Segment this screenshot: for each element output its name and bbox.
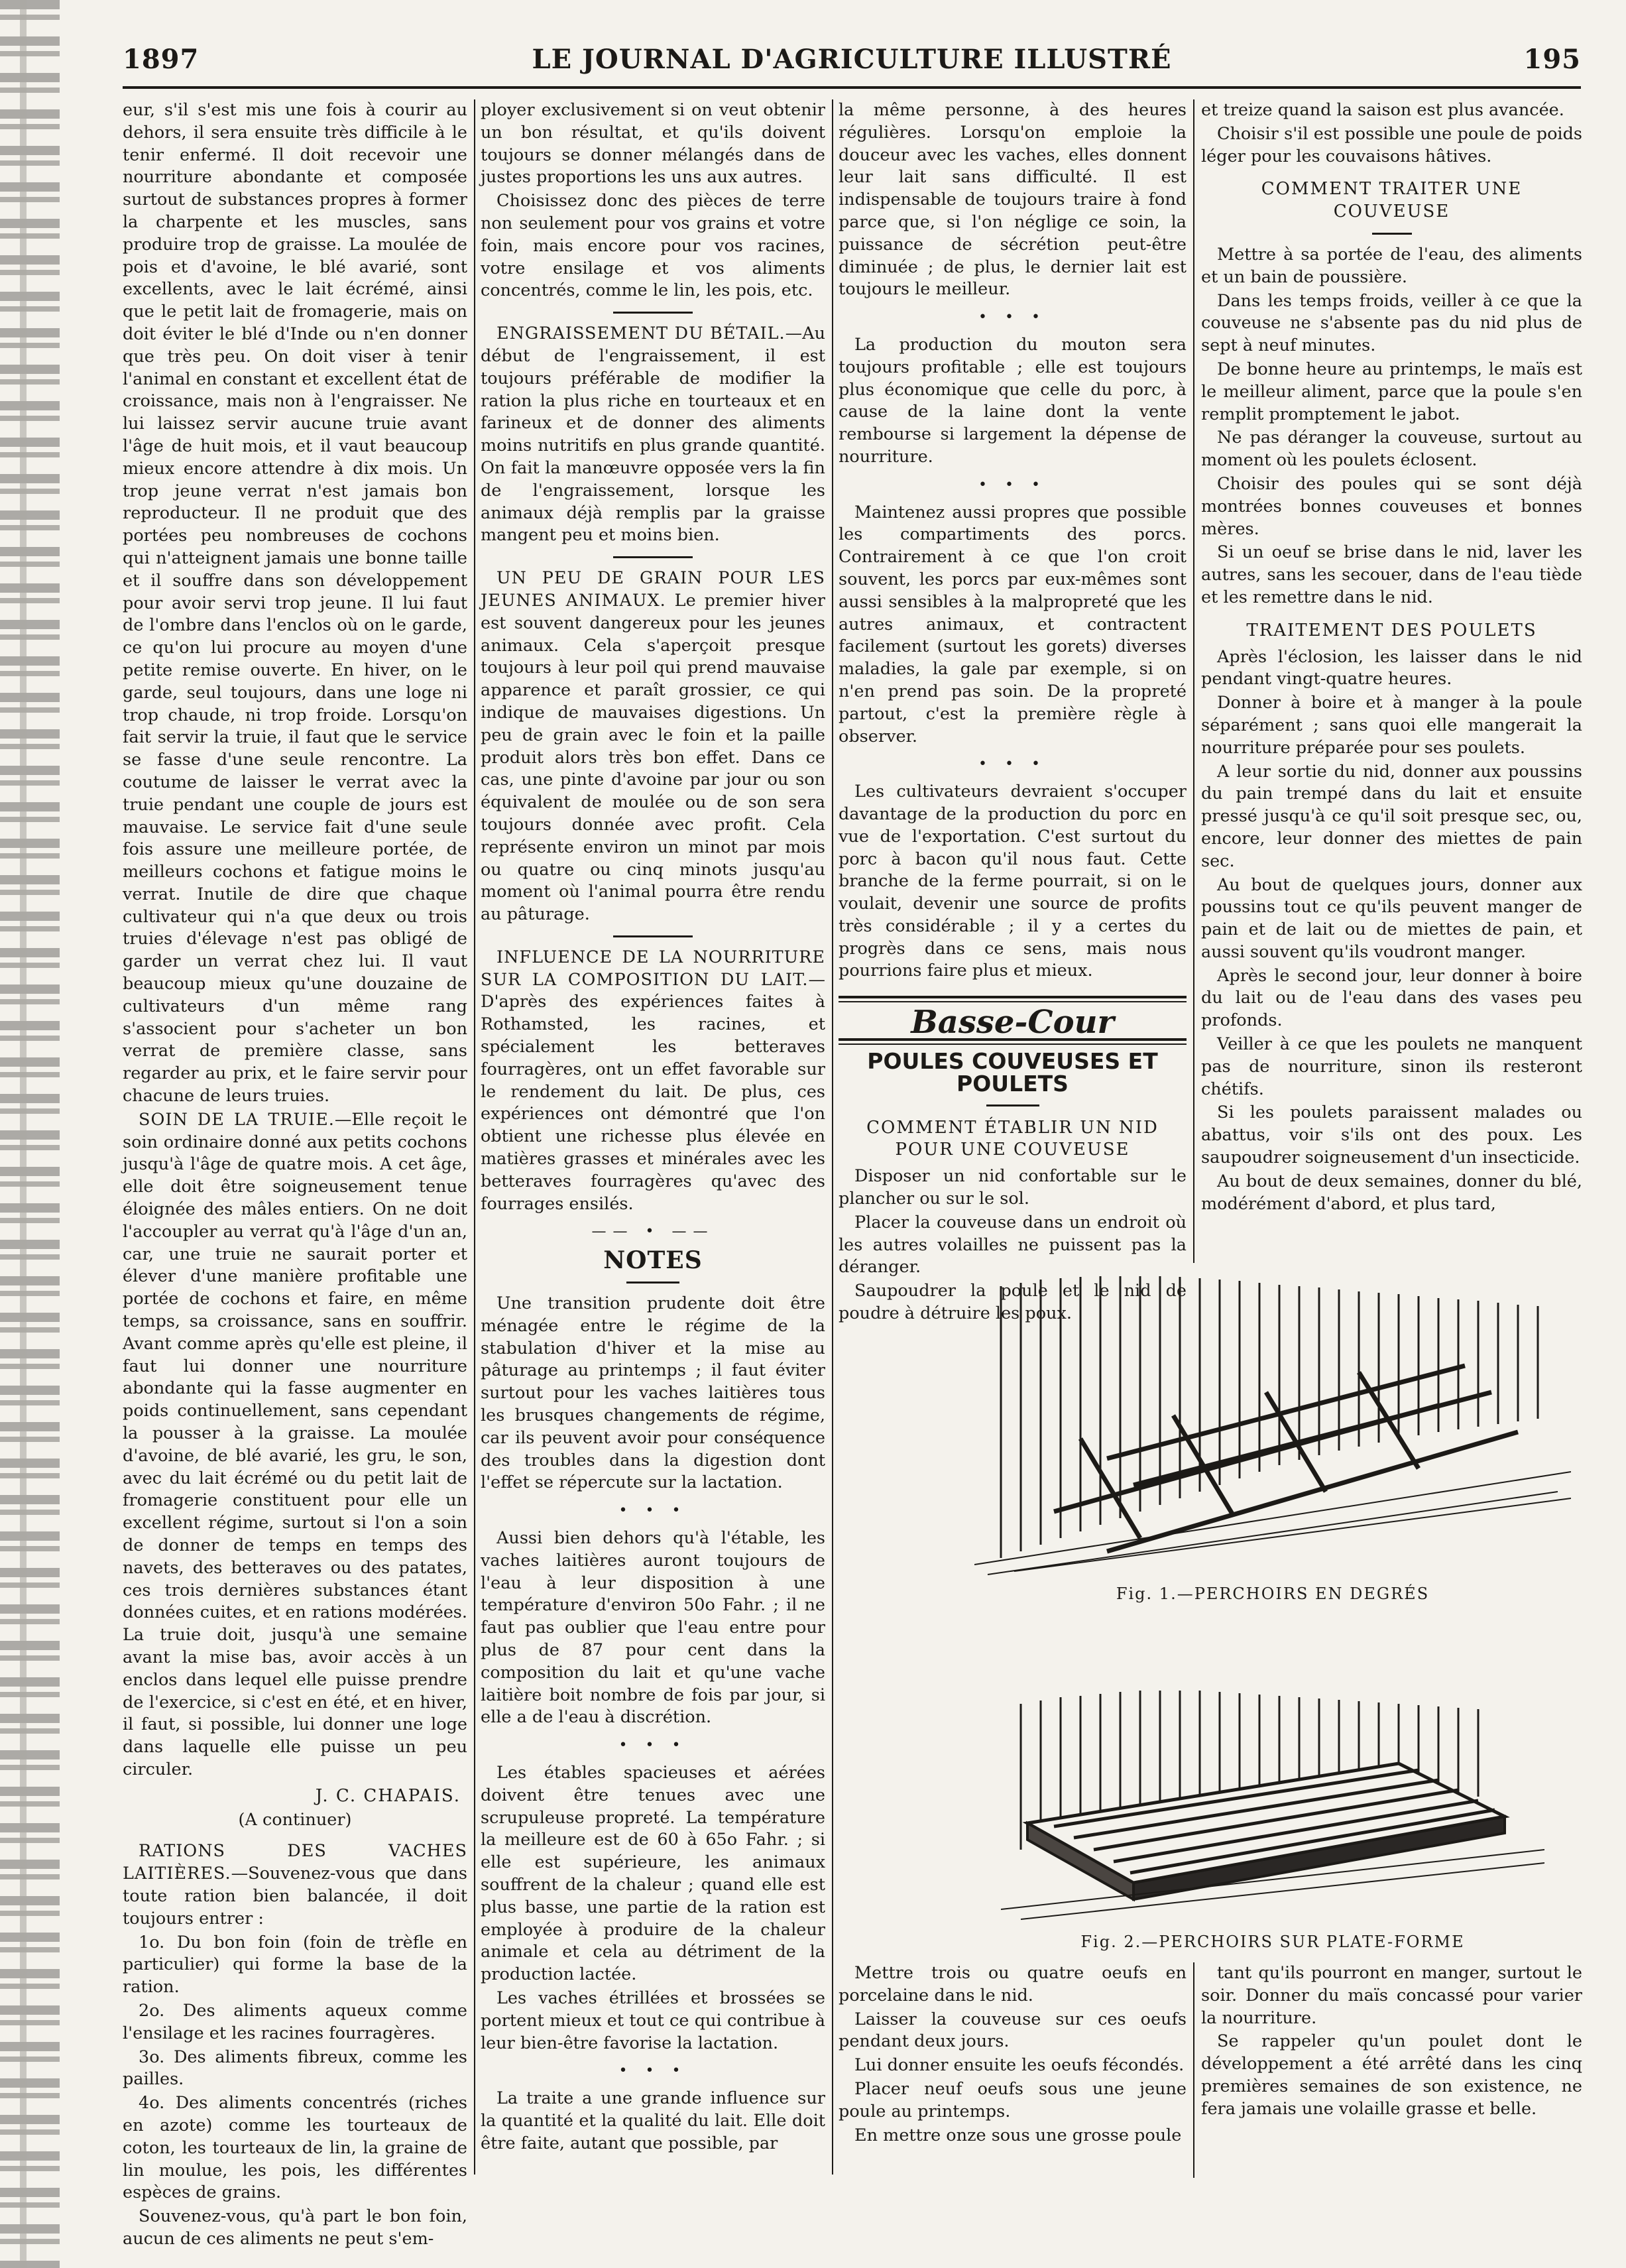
article-paragraph [481, 567, 825, 926]
article-paragraph: Maintenez aussi propres que possible les compartiments des porcs. Contrairement à ce que l'on croit souvent, les porcs par eux-mêmes sont aussi sensibles à la malpropreté que les autres animaux, et contractent facilement (surtout les gorets) diverses maladies, la gale par exemple, si on n'en prend pas soin. De la propreté partout, c'est la première règle à observer. [839, 502, 1187, 746]
paragraph-text: —Elle reçoit le soin ordinaire donné aux petits cochons jusqu'à l'âge de quatre mois. A cet âge, elle doit être soigneusement tenue éloignée des mâles entiers. On ne doit l'accoupler au verrat qu'à l'âge d'un an, car, une truie ne saurait porter et élever d'une manière profitable une portée de cochons et faire, en même temps, sa croissance, sans en souffrir. Avant comme après qu'elle est pleine, il faut lui donner une nourriture abondante qui la fasse augmenter en poids continuellement, sans cependant la pousser à la graisse. La moulée d'avoine, de blé avarié, les gru, le son, avec du lait écrémé ou du petit lait de fromagerie constituent pour elle un excellent régime, surtout si l'on a soin de donner de temps en temps des navets, des betteraves ou des patates, ces trois dernières substances étant données cuites, et en rations modérées. La truie doit, jusqu'à une semaine avant la mise bas, avoir accès à un enclos dans lequel elle puisse prendre de l'exercice, si c'est en été, et en hiver, il faut, si possible, lui donner une loge dans laquelle elle puisse un peu circuler. [123, 1109, 467, 1779]
article-paragraph: Si un oeuf se brise dans le nid, laver les autres, sans les secouer, dans de l'eau tiède et les remettre dans le nid. [1201, 542, 1582, 607]
column-divider [1193, 99, 1194, 1263]
paragraph-text: Le premier hiver est souvent dangereux pour les jeunes animaux. Cela s'aperçoit presque toujours à leur poil qui prend mauvaise apparence et paraît grossier, ce qui indique de mauvaises digestions. Un peu de grain avec le foin et la paille produit alors très bon effet. Dans ce cas, une pinte d'avoine par jour ou son équivalent de moulée ou de son sera toujours donnée avec profit. Cela représente environ un minot par mois ou quatre ou cinq minots jusqu'au moment où l'animal pourra être rendu au pâturage. [481, 590, 825, 925]
article-paragraph: A leur sortie du nid, donner aux poussins du pain trempé dans du lait et ensuite pressé jusqu'à ce qu'il soit presque sec, ou, encore, leur donner des miettes de pain sec. [1201, 761, 1582, 871]
article-paragraph: Laisser la couveuse sur ces oeufs pendant deux jours. [839, 2009, 1187, 2052]
run-in-heading: INFLUENCE DE LA NOURRITURE SUR LA COMPOSITION DU LAIT. [481, 947, 825, 990]
article-paragraph: Placer neuf oeufs sous une jeune poule au printemps. [839, 2078, 1187, 2121]
section-rule [613, 935, 693, 937]
section-rule [613, 556, 693, 558]
article-paragraph: Dans les temps froids, veiller à ce que la couveuse ne s'absente pas du nid plus de sept à neuf minutes. [1201, 290, 1582, 356]
run-in-heading: UN PEU DE GRAIN POUR LES JEUNES ANIMAUX. [481, 568, 825, 611]
subheading: COMMENT ÉTABLIR UN NID POUR UNE COUVEUSE [866, 1117, 1159, 1160]
article-paragraph: La traite a une grande influence sur la quantité et la qualité du lait. Elle doit être faite, autant que possible, par [481, 2088, 825, 2153]
list-item: 2o. Des aliments aqueux comme l'ensilage et les racines fourragères. [123, 2000, 467, 2043]
article-paragraph: Saupoudrer la poule et le nid de poudre à détruire les poux. [839, 1281, 1187, 1324]
article-paragraph [123, 1109, 467, 1781]
column-3 [839, 99, 1187, 1327]
article-paragraph: Une transition prudente doit être ménagée entre le régime de la stabulation d'hiver et la mise au pâturage au printemps ; il faut éviter surtout pour les vaches laitières tous les brusques changements de régime, car ils peuvent avoir pour conséquence des troubles dans la digestion dont l'effet se répercute sur la lactation. [481, 1293, 825, 1493]
article-paragraph [481, 323, 825, 547]
section-title: Basse-Cour [911, 1004, 1114, 1042]
article-paragraph: Choisir s'il est possible une poule de poids léger pour les couvaisons hâtives. [1201, 123, 1582, 166]
figure-perchoirs-en-degres [974, 1273, 1571, 1578]
article-paragraph: Donner à boire et à manger à la poule séparément ; sans quoi elle mangerait la nourriture préparée pour ses poulets. [1201, 693, 1582, 758]
issue-year: 1897 [123, 44, 200, 75]
article-paragraph: ployer exclusivement si on veut obtenir un bon résultat, et qu'ils doivent toujours se donner mélangés dans de justes proportions les uns aux autres. [481, 100, 825, 188]
asterism: • • • [978, 756, 1047, 773]
column-4 [1201, 99, 1582, 1217]
engraving-illustration [974, 1273, 1571, 1578]
article-paragraph: Mettre trois ou quatre oeufs en porcelaine dans le nid. [839, 1963, 1187, 2005]
column-divider [832, 99, 833, 2175]
subheading: TRAITEMENT DES POULETS [1246, 620, 1537, 640]
article-paragraph: Placer la couveuse dans un endroit où les autres volailles ne puissent pas la déranger. [839, 1212, 1187, 1278]
article-paragraph: Mettre à sa portée de l'eau, des aliments et un bain de poussière. [1201, 244, 1582, 287]
article-paragraph: et treize quand la saison est plus avancée. [1201, 100, 1564, 120]
article-paragraph: Les vaches étrillées et brossées se portent mieux et tout ce qui contribue à leur bien-être favorise la lactation. [481, 1988, 825, 2053]
run-in-heading: SOIN DE LA TRUIE. [139, 1109, 335, 1130]
bottom-left-column [839, 1962, 1187, 2148]
run-in-heading: RATIONS DES VACHES LAITIÈRES. [123, 1841, 467, 1884]
paragraph-text: —D'après des expériences faites à Rothamsted, les racines, et spécialement les betteraves fourragères, ont un effet favorable sur le rendement du lait. De plus, ces expériences ont démontré que l'on obtient une richesse plus élevée en matières grasses et minérales avec les betteraves fourragères qu'avec des fourrages ensilés. [481, 969, 825, 1214]
journal-title: LE JOURNAL D'AGRICULTURE ILLUSTRÉ [532, 44, 1172, 75]
subheading: COMMENT TRAITER UNE COUVEUSE [1261, 179, 1523, 222]
article-paragraph: Lui donner ensuite les oeufs fécondés. [854, 2055, 1185, 2076]
article-paragraph [481, 947, 825, 1216]
page-number: 195 [1523, 44, 1581, 75]
bottom-right-column [1201, 1962, 1582, 2122]
paragraph-text: —Souvenez-vous que dans toute ration bien balancée, il doit toujours entrer : [123, 1864, 467, 1929]
asterism: • • • [978, 309, 1047, 326]
asterism: • • • [978, 476, 1047, 493]
article-paragraph: Au bout de quelques jours, donner aux poussins tout ce qu'ils peuvent manger de pain et de lait ou de miettes de pain, et aussi souvent qu'ils voudront manger. [1201, 874, 1582, 962]
list-item: 1o. Du bon foin (foin de trèfle en particulier) qui forme la base de la ration. [123, 1932, 467, 1998]
asterism: • • • [618, 2062, 687, 2080]
article-paragraph: Après le second jour, leur donner à boire du lait ou de l'eau dans des vases peu profonds. [1201, 965, 1582, 1031]
article-paragraph: Les cultivateurs devraient s'occuper davantage de la production du porc en vue de l'exportation. C'est surtout du porc à bacon qu'il nous faut. Cette branche de la ferme pourrait, si on le voulait, devenir une source de profits très considérable ; il y a certes du progrès dans ce sens, mais nous pourrions faire plus et mieux. [839, 782, 1187, 981]
section-rule [1372, 233, 1412, 235]
article-paragraph: Souvenez-vous, qu'à part le bon foin, aucun de ces aliments ne peut s'em- [123, 2206, 467, 2249]
header-rule [123, 86, 1581, 89]
article-paragraph: Après l'éclosion, les laisser dans le nid pendant vingt-quatre heures. [1201, 646, 1582, 689]
section-rule [626, 1282, 679, 1283]
figure-perchoirs-sur-plate-forme [1001, 1684, 1544, 1923]
notes-heading: NOTES [603, 1246, 703, 1275]
article-paragraph: La production du mouton sera toujours profitable ; elle est toujours plus économique que celle du porc, à cause de la laine dont la vente rembourse si largement la dépense de nourriture. [839, 334, 1187, 467]
engraving-illustration [1001, 1684, 1544, 1923]
article-paragraph: Disposer un nid confortable sur le plancher ou sur le sol. [839, 1166, 1187, 1209]
run-in-heading: ENGRAISSEMENT DU BÉTAIL. [496, 324, 785, 344]
scan-binding-edge [0, 0, 60, 2268]
column-divider [474, 99, 475, 2175]
figure-caption: Fig. 1.—PERCHOIRS EN DEGRÉS [1116, 1584, 1430, 1603]
paragraph-text: —Au début de l'engraissement, il est toujours préférable de modifier la ration la plus riche en tourteaux et en farineux et de donner des aliments moins nutritifs en plus grande quantité. On fait la manœuvre opposée vers la fin de l'engraissement, lorsque les animaux déjà remplis par la graisse mangent peu et moins bien. [481, 324, 825, 546]
article-paragraph: la même personne, à des heures régulières. Lorsqu'on emploie la douceur avec les vaches, elles donnent leur lait sans difficulté. Il est indispensable de toujours traire à fond parce que, si l'on néglige ce soin, la puissance de sécrétion peut-être diminuée ; de plus, le dernier lait est toujours le meilleur. [839, 100, 1187, 300]
column-2 [481, 99, 825, 2157]
article-paragraph: Au bout de deux semaines, donner du blé, modérément d'abord, et plus tard, [1201, 1171, 1582, 1214]
section-rule [613, 312, 693, 314]
article-paragraph [123, 1840, 467, 1930]
masthead [123, 40, 1581, 86]
article-paragraph: Les étables spacieuses et aérées doivent être tenues avec une scrupuleuse propreté. La température la meilleure est de 60 à 65o Fahr. ; si elle est supérieure, les animaux souffrent de la chaleur ; quand elle est plus basse, une partie de la ration est employée à produire de la chaleur animale et cela au détriment de la production lactée. [481, 1762, 825, 1985]
article-paragraph: Aussi bien dehors qu'à l'étable, les vaches laitières auront toujours de l'eau à leur disposition à une température d'environ 50o Fahr. ; il ne faut pas oublier que l'eau entre pour plus de 87 pour cent dans la composition du lait et qu'une vache laitière boit nombre de fois par jour, si elle a de l'eau à discrétion. [481, 1528, 825, 1728]
section-double-rule [839, 996, 1187, 1002]
article-paragraph: Choisir des poules qui se sont déjà montrées bonnes couveuses et bonnes mères. [1201, 473, 1582, 539]
list-item: 4o. Des aliments concentrés (riches en azote) comme les tourteaux de coton, les tourteaux de lin, la graine de lin moulue, les pois, les différentes espèces de grains. [123, 2093, 467, 2203]
article-paragraph: De bonne heure au printemps, le maïs est le meilleur aliment, parce que la poule s'en remplit promptement le jabot. [1201, 359, 1582, 424]
ornament-divider: —— • —— [591, 1223, 715, 1240]
article-headline: POULES COUVEUSES ET POULETS [867, 1048, 1158, 1097]
article-paragraph: Se rappeler qu'un poulet dont le développement a été arrêté dans les cinq premières semaines de son existence, ne fera jamais une volaille grasse et belle. [1201, 2031, 1582, 2119]
continued-note: (A continuer) [238, 1809, 352, 1830]
column-divider [1193, 1962, 1194, 2178]
section-rule [986, 1104, 1039, 1106]
column-1 [123, 99, 467, 2252]
article-paragraph: Si les poulets paraissent malades ou abattus, voir s'ils ont des poux. Les saupoudrer soigneusement d'un insecticide. [1201, 1103, 1582, 1168]
author-signature: J. C. CHAPAIS. [315, 1785, 461, 1806]
article-paragraph: Ne pas déranger la couveuse, surtout au moment où les poulets éclosent. [1201, 428, 1582, 471]
article-paragraph: En mettre onze sous une grosse poule [854, 2125, 1182, 2145]
article-paragraph: Veiller à ce que les poulets ne manquent pas de nourriture, sinon ils resteront chétifs. [1201, 1034, 1582, 1099]
article-paragraph: eur, s'il s'est mis une fois à courir au dehors, il sera ensuite très difficile à le tenir enfermé. Il doit recevoir une nourriture abondante et composée surtout de substances propres à former la charpente et les muscles, sans produire trop de graisse. La moulée de pois et d'avoine, le blé avarié, sont excellents, avec le lait écrémé, ainsi que le petit lait de fromagerie, mais on doit éviter le blé d'Inde ou n'en donner que très peu. On doit viser à tenir l'animal en constant et excellent état de croissance, mais non à l'engraisser. Ne lui laissez servir aucune truie avant l'âge de huit mois, et il vaut beaucoup mieux encore attendre à dix mois. Un trop jeune verrat n'est jamais bon reproducteur. Il ne produit que des portées peu nombreuses de cochons qui n'atteignent jamais une bonne taille et il souffre dans son développement pour avoir servi trop jeune. Il lui faut de l'ombre dans l'enclos où on le garde, ce qu'on lui procure au moyen d'une petite remise ouverte. En hiver, on le garde, seul toujours, dans une loge ni trop chaude, ni trop froide. Lorsqu'on fait servir la truie, il faut que le service se fasse d'une seule rencontre. La coutume de laisser le verrat avec la truie pendant une couple de jours est mauvaise. Le service fait d'une seule fois assure une meilleure portée, de meilleurs cochons et fatigue moins le verrat. Inutile de dire que chaque cultivateur qui n'a que deux ou trois truies d'élevage n'est pas obligé de garder un verrat chez lui. Il vaut beaucoup mieux qu'une douzaine de cultivateurs d'un même rang s'associent pour s'acheter un bon verrat de première classe, sans regarder au prix, et le faire servir pour chacune de leurs truies. [123, 100, 467, 1106]
asterism: • • • [618, 1502, 687, 1520]
list-item: 3o. Des aliments fibreux, comme les pailles. [123, 2047, 467, 2090]
figure-caption: Fig. 2.—PERCHOIRS SUR PLATE-FORME [1080, 1933, 1465, 1951]
article-paragraph: tant qu'ils pourront en manger, surtout le soir. Donner du maïs concassé pour varier la nourriture. [1201, 1963, 1582, 2028]
asterism: • • • [618, 1737, 687, 1754]
article-paragraph: Choisissez donc des pièces de terre non seulement pour vos grains et votre foin, mais encore pour vos racines, votre ensilage et vos aliments concentrés, comme le lin, les pois, etc. [481, 191, 825, 301]
